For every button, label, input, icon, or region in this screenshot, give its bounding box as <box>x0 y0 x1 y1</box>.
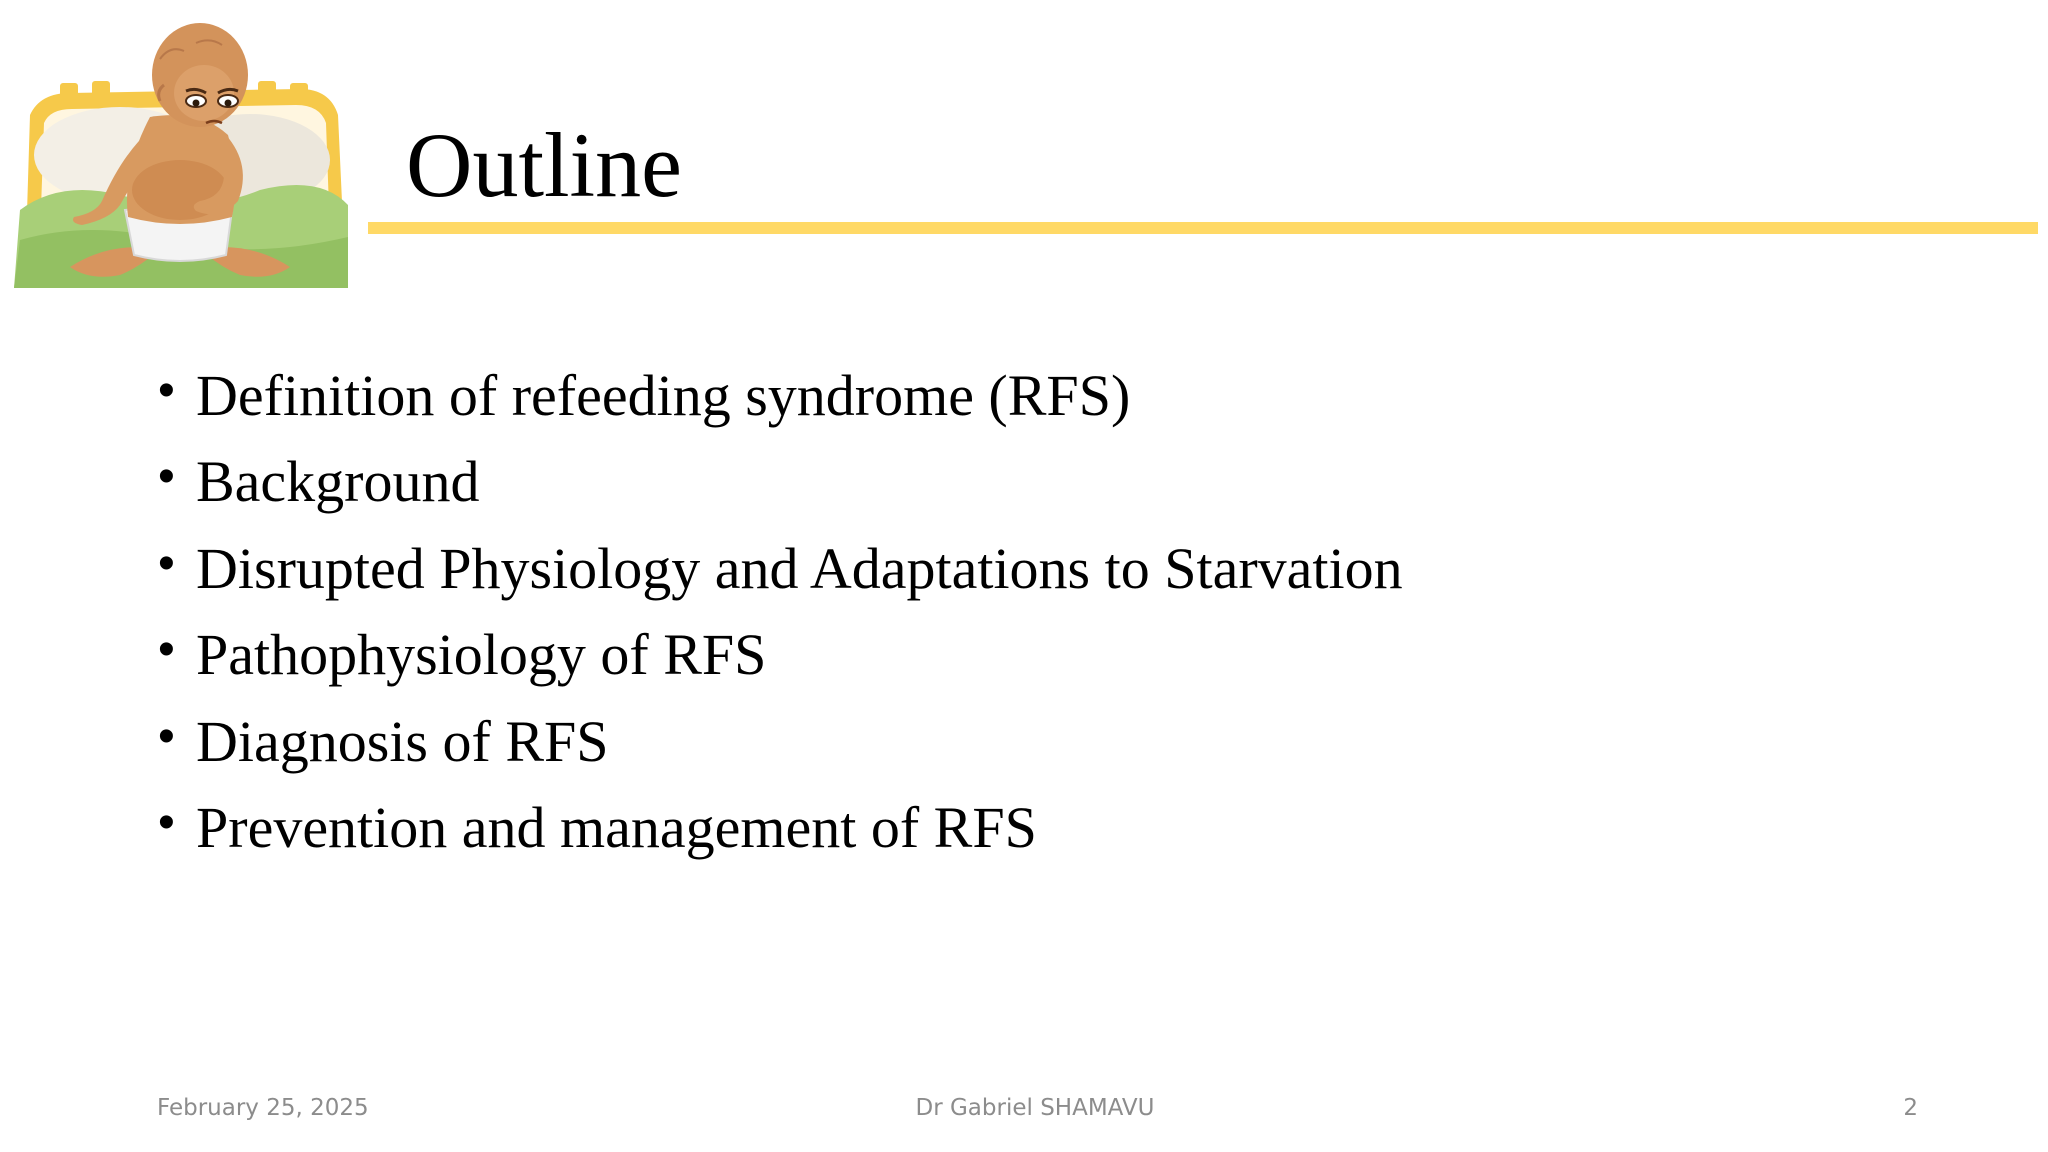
list-item <box>158 353 1403 439</box>
bullet-icon: • <box>158 364 175 417</box>
outline-list <box>158 353 1403 871</box>
list-item <box>158 612 1403 698</box>
bullet-icon: • <box>158 536 175 590</box>
list-item-text: Pathophysiology of RFS <box>196 622 767 688</box>
page-number: 2 <box>1903 1095 1918 1121</box>
list-item-text: Definition of refeeding syndrome (RFS) <box>196 363 1131 428</box>
slide-title: Outline <box>406 114 682 216</box>
footer-author: Dr Gabriel SHAMAVU <box>915 1095 1155 1121</box>
footer-date: February 25, 2025 <box>157 1095 369 1121</box>
list-item-text: Background <box>196 449 480 515</box>
bullet-icon: • <box>158 795 175 849</box>
bullet-icon: • <box>158 450 175 504</box>
bullet-icon: • <box>158 623 175 677</box>
list-item-text: Prevention and management of RFS <box>196 794 1037 860</box>
title-underline <box>368 222 2038 234</box>
list-item <box>158 439 1403 525</box>
list-item <box>158 699 1403 785</box>
list-item <box>158 785 1403 871</box>
bullet-icon: • <box>158 709 175 763</box>
child-illustration <box>0 5 368 288</box>
list-item-text: Diagnosis of RFS <box>196 708 609 774</box>
list-item-text: Disrupted Physiology and Adaptations to Starvation <box>196 535 1403 601</box>
list-item <box>158 526 1403 612</box>
